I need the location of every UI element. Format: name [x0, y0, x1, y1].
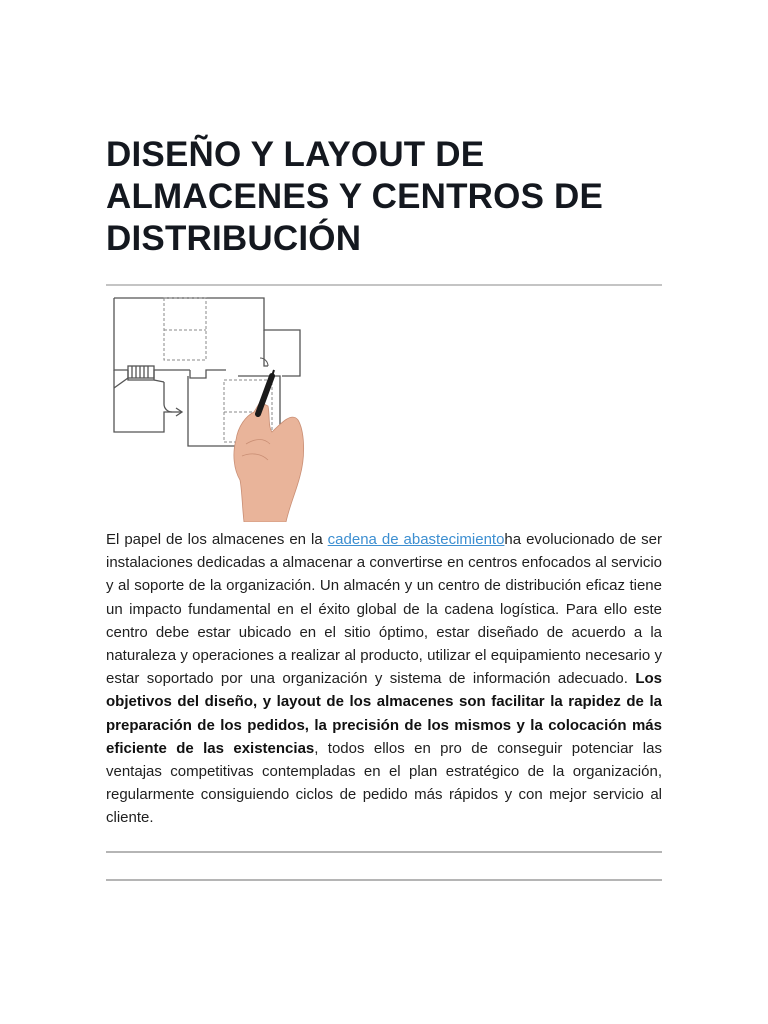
paragraph-intro: El papel de los almacenes en la — [106, 531, 328, 548]
paragraph-after-link: ha evolucionado de ser instalaciones dedicadas a almacenar a convertirse en centros enfocados al servicio y al soporte de la organización. Un almacén y un centro de distribución eficaz tiene un impacto fundamental en el éxito global de la cadena logística. Para ello este centro debe estar ubicado en el sitio óptimo, estar diseñado de acuerdo a la naturaleza y operaciones a realizar al producto, utilizar el equipamiento necesario y estar soportado por una organización y sistema de información adecuado. — [106, 531, 662, 688]
supply-chain-link[interactable]: cadena de abastecimiento — [327, 531, 505, 548]
paragraph-bold-objectives: Los objetivos del diseño, y layout de los almacenes son facilitar la rapidez de la preparación de los pedidos, la precisión de los mismos y la colocación más eficiente de las existencias — [106, 670, 662, 757]
title-divider — [106, 284, 662, 286]
bottom-divider-2 — [106, 879, 662, 881]
bottom-divider-1 — [106, 851, 662, 853]
article-paragraph — [106, 528, 662, 830]
page-title: DISEÑO Y LAYOUT DE ALMACENES Y CENTROS DE DISTRIBUCIÓN — [106, 135, 604, 258]
hand-drawing-floorplan-icon — [106, 294, 306, 522]
paragraph-ending: , todos ellos en pro de conseguir potenciar las ventajas competitivas contempladas en el plan estratégico de la organización, regularmente consiguiendo ciclos de pedido más rápidos y con mejor servicio al cliente. — [106, 739, 662, 827]
